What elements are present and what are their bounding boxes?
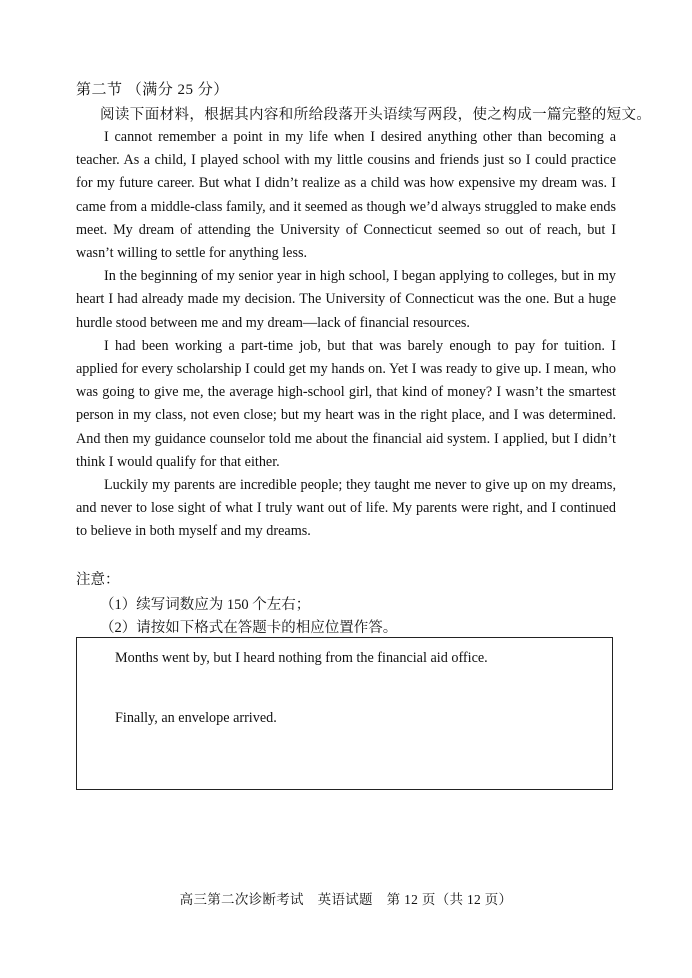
reading-passage [76, 126, 616, 544]
note-item: （2）请按如下格式在答题卡的相应位置作答。 [100, 620, 398, 636]
answer-opening-line-1: Months went by, but I heard nothing from the financial aid office. [115, 650, 488, 666]
note-item: （1）续写词数应为 150 个左右； [100, 597, 311, 613]
page-footer: 高三第二次诊断考试 英语试题 第 12 页（共 12 页） [179, 892, 513, 907]
answer-box [76, 637, 613, 790]
passage-paragraph: I cannot remember a point in my life when I desired anything other than becoming a teacher. As a child, I played school with my little cousins and friends just so I could practice for my future career. But what I didn’t realize as a child was how expensive my dream was. I came from a middle-class family, and it seemed as though we’d always struggled to make ends meet. My dream of attending the University of Connecticut seemed so out of reach, but I wasn’t willing to settle for anything less. [76, 129, 616, 262]
section-heading: 第二节 （满分 25 分） [76, 82, 229, 98]
notes-title: 注意： [76, 572, 120, 588]
passage-paragraph: In the beginning of my senior year in high school, I began applying to colleges, but in my heart I had already made my decision. The University of Connecticut was the one. But a huge hurdle stood between me and my dream—lack of financial resources. [76, 268, 616, 331]
task-instruction: 阅读下面材料，根据其内容和所给段落开头语续写两段，使之构成一篇完整的短文。 [100, 107, 652, 123]
passage-paragraph: I had been working a part-time job, but that was barely enough to pay for tuition. I applied for every scholarship I could get my hands on. Yet I was ready to give up. I mean, who was going to give me, the average high-school girl, that kind of money? I wasn’t the smartest person in my class, not even close; but my heart was in the right place, and I was determined. And then my guidance counselor told me about the financial aid system. I applied, but I didn’t think I would qualify for that either. [76, 337, 616, 470]
answer-opening-line-2: Finally, an envelope arrived. [115, 710, 277, 726]
passage-paragraph: Luckily my parents are incredible people; they taught me never to give up on my dreams, and never to lose sight of what I truly want out of life. My parents were right, and I continued to believe in both myself and my dreams. [76, 477, 616, 540]
